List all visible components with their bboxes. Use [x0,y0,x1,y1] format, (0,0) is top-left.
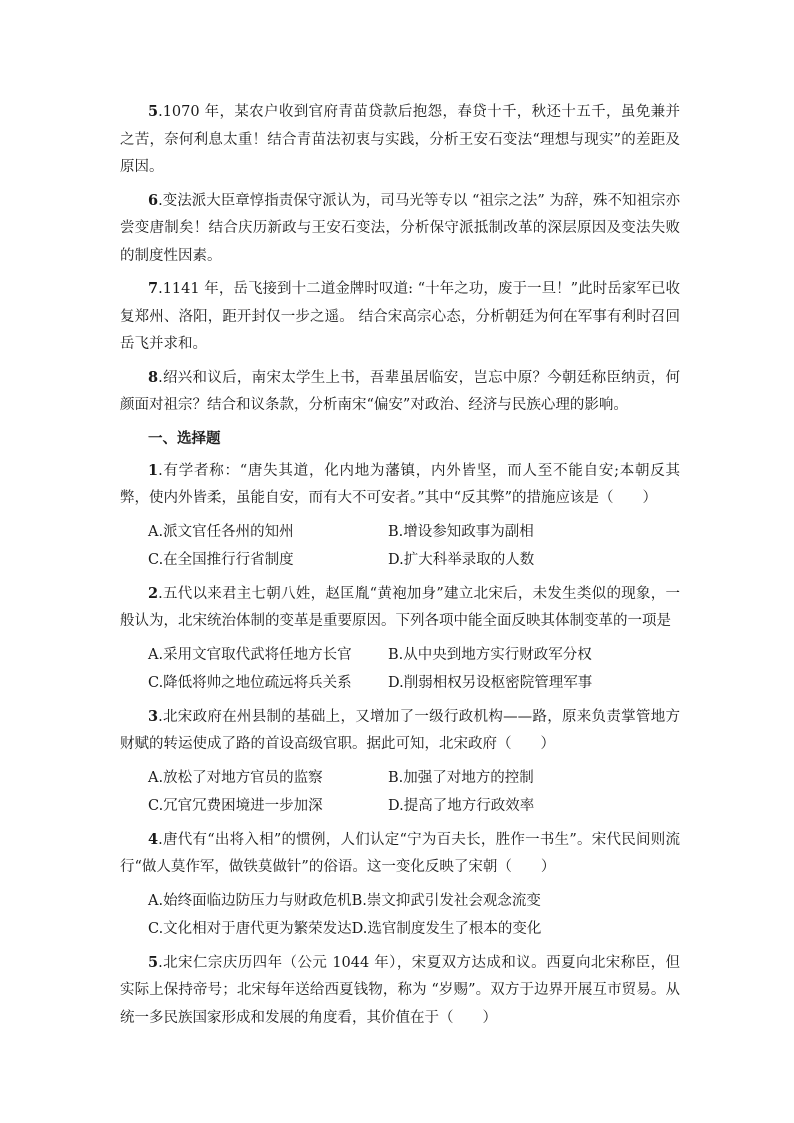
section-title: 一、选择题 [148,429,221,447]
question-number: 8 [148,368,159,386]
question-number: 5 [148,953,159,971]
option-c: C.冗官冗费困境进一步加深 [148,798,323,814]
question-text: .五代以来君主七朝八姓，赵匡胤“黄袍加身”建立北宋后，未发生类似的现象，一般认为，北宋统治体制的变革是重要原因。下列各项中能全面反映其体制变革的一项是 [120,585,680,629]
question-text: .北宋仁宗庆历四年（公元 1044 年），宋夏双方达成和议。西夏向北宋称臣，但实际上保持帝号；北宋每年送给西夏钱物，称为 “岁赐”。双方于边界开展互市贸易。从统一多民族国家形成和发展的角度看，其价值在于（ ） [120,954,680,1026]
question-number: 7 [148,280,159,297]
question-7-essay [120,275,680,359]
option-d: D.扩大科举录取的人数 [388,552,535,568]
option-c: C.在全国推行行省制度 [148,552,294,568]
option-a: A.放松了对地方官员的监察 [148,769,323,786]
option-d: D.提高了地方行政效率 [388,798,535,814]
option-a: A.采用文官取代武将任地方长官 [148,646,352,663]
mc-question-3-options [120,764,680,821]
mc-question-1 [120,457,680,513]
question-text: .有学者称：“唐失其道，化内地为藩镇，内外皆坚，而人至不能自安;本朝反其弊，使内外皆柔，虽能自安，而有大不可安者。”其中“反其弊”的措施应该是（ ） [120,462,680,506]
question-number: 5 [148,103,159,120]
option-d: D.削弱相权另设枢密院管理军事 [388,675,593,691]
mc-question-1-options [120,518,680,575]
question-number: 4 [148,830,159,848]
option-row [148,641,680,670]
question-number: 3 [148,707,159,725]
question-5-essay [120,98,680,182]
question-text: .1141 年，岳飞接到十二道金牌时叹道: “十年之功，废于一旦！”此时岳家军已收复郑州、洛阳，距开封仅一步之遥。 结合宋高宗心态，分析朝廷为何在军事有利时召回岳飞并求和。 [120,281,680,352]
question-8-essay [120,364,680,420]
option-row [148,669,680,698]
mc-question-2 [120,580,680,636]
question-number: 6 [148,191,159,209]
mc-question-2-options [120,641,680,698]
question-text: .唐代有“出将入相”的惯例，人们认定“宁为百夫长，胜作一书生”。宋代民间则流行“做人莫作军，做铁莫做针”的俗语。这一变化反映了宋朝（ ） [120,831,680,875]
question-number: 2 [148,584,159,602]
mc-question-5 [120,949,680,1033]
option-b: B.加强了对地方的控制 [388,769,534,786]
mc-question-4-options [120,887,680,944]
option-row [148,546,680,575]
document-content [120,98,680,1037]
option-row [148,915,680,944]
option-c: C.降低将帅之地位疏远将兵关系 [148,675,352,691]
mc-question-4 [120,826,680,882]
question-text: .1070 年，某农户收到官府青苗贷款后抱怨，春贷十千，秋还十五千，虽免兼并之苦，奈何利息太重！结合青苗法初衷与实践，分析王安石变法“理想与现实”的差距及原因。 [120,104,680,175]
question-text: .北宋政府在州县制的基础上，又增加了一级行政机构——路，原来负责掌管地方财赋的转运使成了路的首设高级官职。据此可知，北宋政府（ ） [120,708,680,752]
option-a: A.派文官任各州的知州 [148,523,294,540]
option-a-b: A.始终面临边防压力与财政危机B.崇文抑武引发社会观念流变 [148,892,541,909]
option-c-d: C.文化相对于唐代更为繁荣发达D.选官制度发生了根本的变化 [148,921,542,937]
option-row [148,887,680,916]
option-row [148,518,680,547]
mc-question-3 [120,703,680,759]
option-b: B.增设参知政事为副相 [388,523,534,540]
question-6-essay [120,187,680,271]
option-row [148,792,680,821]
question-text: .绍兴和议后，南宋太学生上书，吾辈虽居临安，岂忘中原？今朝廷称臣纳贡，何颜面对祖宗？结合和议条款，分析南宋“偏安”对政治、经济与民族心理的影响。 [120,369,680,413]
option-row [148,764,680,793]
question-text: .变法派大臣章惇指责保守派认为，司马光等专以 “祖宗之法” 为辞，殊不知祖宗亦尝变唐制矣！结合庆历新政与王安石变法，分析保守派抵制改革的深层原因及变法失败的制度性因素。 [120,192,680,264]
option-b: B.从中央到地方实行财政军分权 [388,646,592,663]
question-number: 1 [148,461,159,479]
